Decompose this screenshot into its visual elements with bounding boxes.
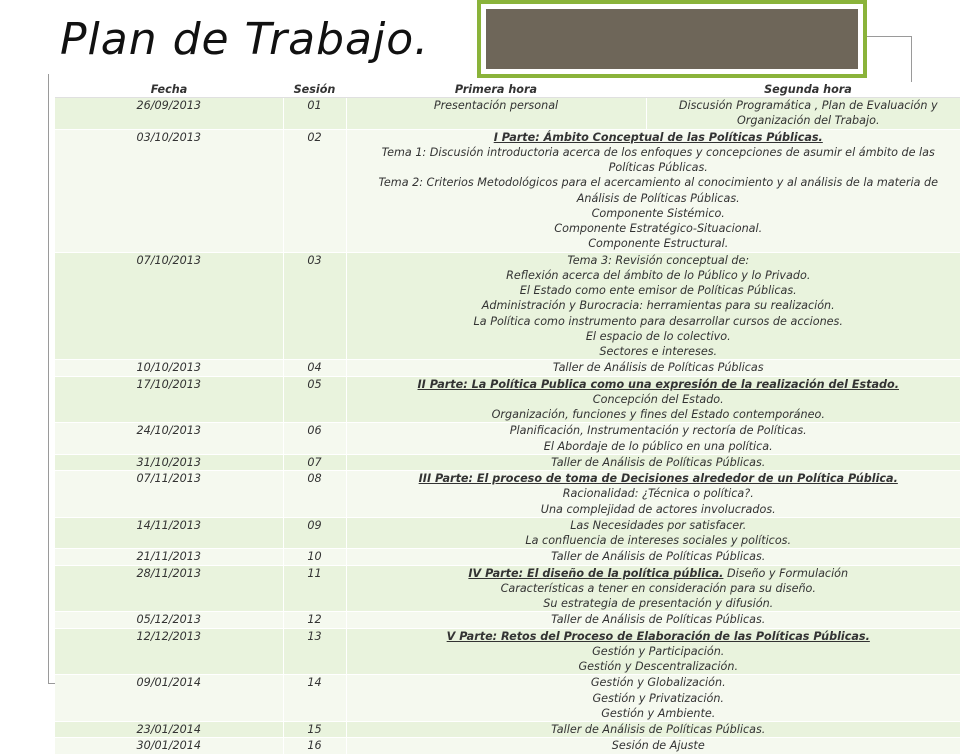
table-row [55, 454, 960, 470]
cell-line: Discusión Programática , Plan de Evaluación y [651, 98, 960, 113]
cell-segunda-hora [646, 98, 960, 130]
cell-fecha: 26/09/2013 [55, 98, 283, 130]
table-row [55, 517, 960, 549]
cell-contenido [346, 675, 960, 722]
cell-line: Planificación, Instrumentación y rectoría de Políticas. [351, 423, 960, 438]
cell-contenido [346, 549, 960, 565]
cell-contenido [346, 738, 960, 754]
table-row [55, 722, 960, 738]
table-row [55, 471, 960, 518]
column-header-fecha: Fecha [55, 82, 283, 98]
cell-fecha: 21/11/2013 [55, 549, 283, 565]
cell-sesion: 03 [283, 252, 346, 360]
table-row [55, 549, 960, 565]
section-heading: IV Parte: El diseño de la política pública. [468, 567, 723, 580]
section-heading-line [351, 130, 960, 145]
section-heading: I Parte: Ámbito Conceptual de las Políticas Públicas. [494, 131, 823, 144]
cell-line: Análisis de Políticas Públicas. [351, 191, 960, 206]
cell-sesion: 04 [283, 360, 346, 376]
cell-contenido [346, 454, 960, 470]
cell-sesion: 15 [283, 722, 346, 738]
cell-line: Características a tener en consideración para su diseño. [351, 581, 960, 596]
section-heading-line [351, 377, 960, 392]
cell-sesion: 06 [283, 423, 346, 455]
cell-line: Reflexión acerca del ámbito de lo Público y lo Privado. [351, 268, 960, 283]
table-row [55, 252, 960, 360]
cell-line: Gestión y Ambiente. [351, 706, 960, 721]
table-row [55, 98, 960, 130]
cell-sesion: 02 [283, 129, 346, 252]
column-header-sesion: Sesión [283, 82, 346, 98]
cell-contenido [346, 129, 960, 252]
page-title: Plan de Trabajo. [60, 14, 429, 66]
table-row [55, 376, 960, 423]
cell-fecha: 07/10/2013 [55, 252, 283, 360]
table-row [55, 628, 960, 675]
cell-line: Taller de Análisis de Políticas Públicas. [351, 549, 960, 564]
cell-sesion: 05 [283, 376, 346, 423]
table-row [55, 738, 960, 754]
cell-contenido [346, 612, 960, 628]
cell-line: La confluencia de intereses sociales y políticos. [351, 533, 960, 548]
cell-sesion: 07 [283, 454, 346, 470]
cell-contenido [346, 722, 960, 738]
table-header-row [55, 82, 960, 98]
cell-line: Organización, funciones y fines del Estado contemporáneo. [351, 407, 960, 422]
table-row [55, 612, 960, 628]
cell-fecha: 10/10/2013 [55, 360, 283, 376]
cell-sesion: 13 [283, 628, 346, 675]
table-row [55, 129, 960, 252]
cell-line: Sesión de Ajuste [351, 738, 960, 753]
cell-contenido [346, 565, 960, 612]
cell-line: Componente Estratégico-Situacional. [351, 221, 960, 236]
cell-fecha: 05/12/2013 [55, 612, 283, 628]
cell-sesion: 10 [283, 549, 346, 565]
table-row [55, 423, 960, 455]
cell-fecha: 24/10/2013 [55, 423, 283, 455]
cell-contenido [346, 376, 960, 423]
cell-line: Tema 3: Revisión conceptual de: [351, 253, 960, 268]
cell-sesion: 16 [283, 738, 346, 754]
section-heading-tail: Diseño y Formulación [723, 567, 848, 580]
cell-contenido [346, 360, 960, 376]
cell-line: Organización del Trabajo. [651, 113, 960, 128]
cell-fecha: 28/11/2013 [55, 565, 283, 612]
cell-sesion: 09 [283, 517, 346, 549]
table-row [55, 675, 960, 722]
cell-fecha: 14/11/2013 [55, 517, 283, 549]
schedule-table [55, 82, 960, 754]
cell-line: Taller de Análisis de Políticas Públicas. [351, 722, 960, 737]
cell-line: El Abordaje de lo público en una política. [351, 439, 960, 454]
cell-line: El Estado como ente emisor de Políticas Públicas. [351, 283, 960, 298]
cell-line: Gestión y Participación. [351, 644, 960, 659]
cell-fecha: 17/10/2013 [55, 376, 283, 423]
cell-line: Taller de Análisis de Políticas Públicas [351, 360, 960, 375]
cell-sesion: 14 [283, 675, 346, 722]
section-heading-line [351, 471, 960, 486]
cell-primera-hora: Presentación personal [346, 98, 646, 130]
cell-line: Componente Estructural. [351, 236, 960, 251]
section-heading: II Parte: La Política Publica como una expresión de la realización del Estado. [418, 378, 900, 391]
cell-fecha: 03/10/2013 [55, 129, 283, 252]
cell-contenido [346, 252, 960, 360]
cell-sesion: 08 [283, 471, 346, 518]
section-heading-line [351, 629, 960, 644]
cell-line: Políticas Públicas. [351, 160, 960, 175]
cell-fecha: 30/01/2014 [55, 738, 283, 754]
cell-contenido [346, 628, 960, 675]
cell-fecha: 09/01/2014 [55, 675, 283, 722]
cell-fecha: 31/10/2013 [55, 454, 283, 470]
cell-line: Gestión y Privatización. [351, 691, 960, 706]
cell-contenido [346, 423, 960, 455]
cell-line: Gestión y Globalización. [351, 675, 960, 690]
schedule-body [55, 98, 960, 754]
cell-contenido [346, 471, 960, 518]
cell-line: Administración y Burocracia: herramientas para su realización. [351, 298, 960, 313]
cell-contenido [346, 517, 960, 549]
column-header-primera-hora: Primera hora [346, 82, 646, 98]
section-heading-line [351, 566, 960, 581]
cell-line: Una complejidad de actores involucrados. [351, 502, 960, 517]
cell-line: Concepción del Estado. [351, 392, 960, 407]
cell-line: Sectores e intereses. [351, 344, 960, 359]
cell-line: La Política como instrumento para desarrollar cursos de acciones. [351, 314, 960, 329]
cell-line: Gestión y Descentralización. [351, 659, 960, 674]
column-header-segunda-hora: Segunda hora [646, 82, 960, 98]
cell-line: Tema 2: Criterios Metodológicos para el acercamiento al conocimiento y al análisis de la materia de [351, 175, 960, 190]
cell-line: Las Necesidades por satisfacer. [351, 518, 960, 533]
table-row [55, 360, 960, 376]
cell-line: Componente Sistémico. [351, 206, 960, 221]
cell-fecha: 07/11/2013 [55, 471, 283, 518]
cell-sesion: 01 [283, 98, 346, 130]
cell-fecha: 23/01/2014 [55, 722, 283, 738]
cell-line: Taller de Análisis de Políticas Públicas. [351, 612, 960, 627]
table-row [55, 565, 960, 612]
cell-line: Tema 1: Discusión introductoria acerca de los enfoques y concepciones de asumir el ámbito de las [351, 145, 960, 160]
cell-sesion: 12 [283, 612, 346, 628]
cell-fecha: 12/12/2013 [55, 628, 283, 675]
cell-line: El espacio de lo colectivo. [351, 329, 960, 344]
cell-line: Su estrategia de presentación y difusión. [351, 596, 960, 611]
cell-line: Taller de Análisis de Políticas Públicas. [351, 455, 960, 470]
cell-sesion: 11 [283, 565, 346, 612]
cell-line: Racionalidad: ¿Técnica o política?. [351, 486, 960, 501]
section-heading: III Parte: El proceso de toma de Decisiones alrededor de un Política Pública. [419, 472, 898, 485]
section-heading: V Parte: Retos del Proceso de Elaboración de las Políticas Públicas. [447, 630, 870, 643]
decorative-photo-frame [477, 0, 867, 78]
